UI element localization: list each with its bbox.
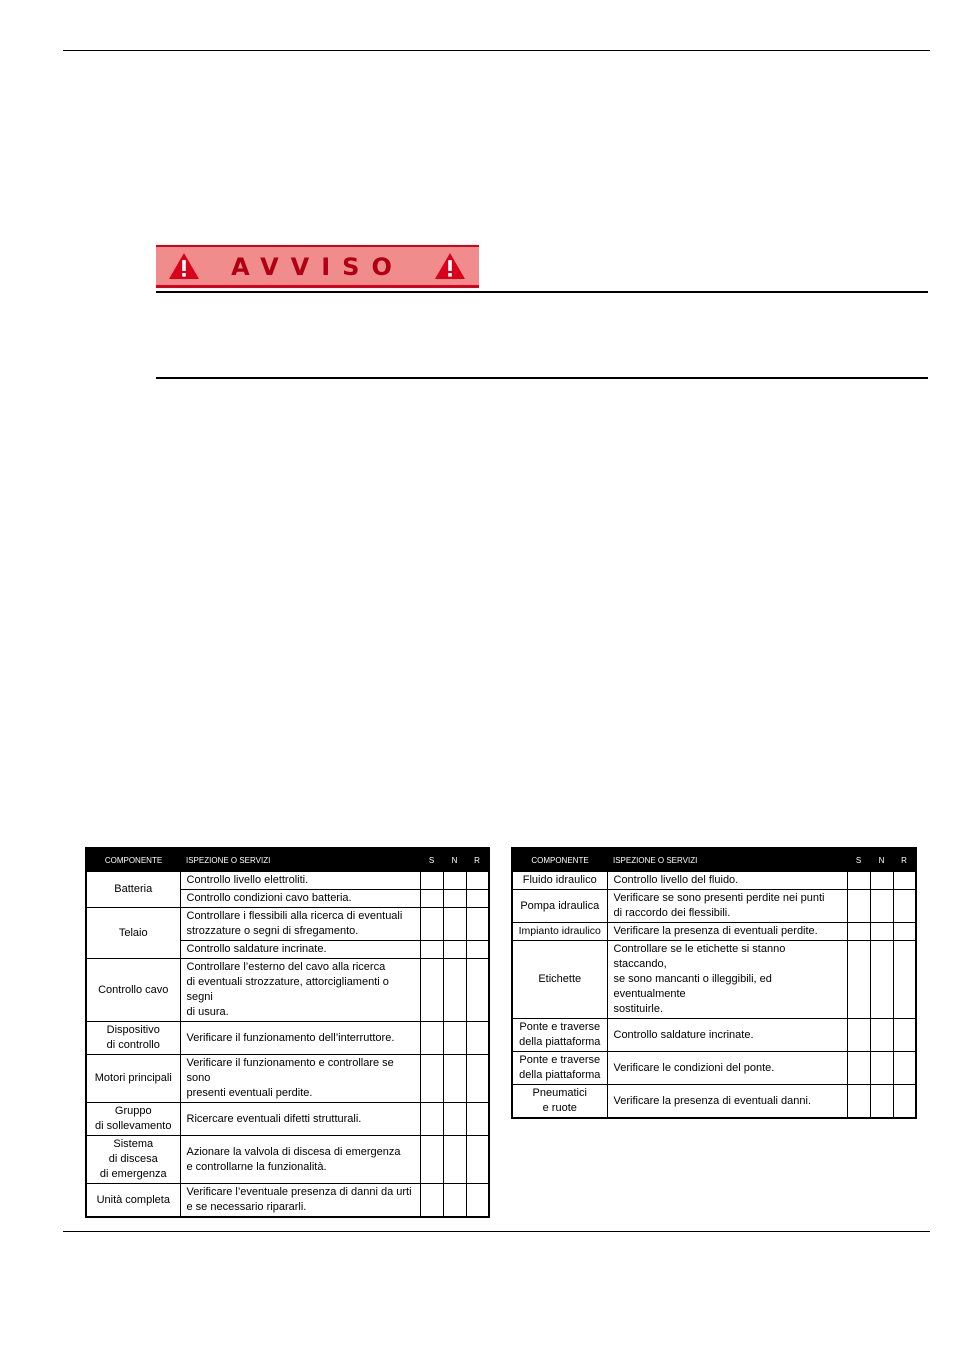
checkbox-n[interactable] (443, 941, 466, 959)
checkbox-s[interactable] (847, 1019, 870, 1052)
checkbox-r[interactable] (893, 872, 916, 890)
component-cell: Motori principali (86, 1055, 180, 1103)
checkbox-n[interactable] (443, 1103, 466, 1136)
header-r: R (893, 848, 916, 872)
check-cell: Controllare i flessibili alla ricerca di eventuali strozzature o segni di sfregamento. (180, 908, 420, 941)
checkbox-s[interactable] (847, 1085, 870, 1119)
checkbox-n[interactable] (870, 1019, 893, 1052)
checkbox-n[interactable] (443, 1136, 466, 1184)
check-cell: Controllo livello del fluido. (607, 872, 847, 890)
check-cell: Verificare l’eventuale presenza di danni da urti e se necessario ripararli. (180, 1184, 420, 1218)
table-row (86, 1136, 489, 1184)
component-cell: Unità completa (86, 1184, 180, 1218)
table-row (86, 1055, 489, 1103)
check-cell: Verificare la presenza di eventuali danni. (607, 1085, 847, 1119)
checkbox-s[interactable] (420, 1136, 443, 1184)
table-row (512, 1085, 916, 1119)
checkbox-r[interactable] (893, 890, 916, 923)
checkbox-s[interactable] (420, 1103, 443, 1136)
checkbox-r[interactable] (466, 890, 489, 908)
table-header-row (512, 848, 916, 872)
checkbox-r[interactable] (893, 1052, 916, 1085)
component-cell: Pompa idraulica (512, 890, 607, 923)
checkbox-r[interactable] (893, 923, 916, 941)
warning-label: AVVISO (231, 253, 404, 281)
check-cell: Azionare la valvola di discesa di emergenza e controllarne la funzionalità. (180, 1136, 420, 1184)
header-n: N (870, 848, 893, 872)
check-cell: Verificare il funzionamento e controllare se sono presenti eventuali perdite. (180, 1055, 420, 1103)
component-cell: Pneumatici e ruote (512, 1085, 607, 1119)
warning-bottom-rule (156, 377, 928, 379)
checkbox-s[interactable] (420, 908, 443, 941)
header-inspection: ISPEZIONE O SERVIZI (607, 848, 847, 872)
checkbox-n[interactable] (870, 1052, 893, 1085)
checkbox-r[interactable] (893, 941, 916, 1019)
check-cell: Ricercare eventuali difetti strutturali. (180, 1103, 420, 1136)
checkbox-s[interactable] (420, 941, 443, 959)
top-rule (63, 50, 930, 51)
table-header-row (86, 848, 489, 872)
header-component: COMPONENTE (512, 848, 607, 872)
checkbox-r[interactable] (466, 908, 489, 941)
bottom-rule (63, 1231, 930, 1232)
checkbox-r[interactable] (466, 1055, 489, 1103)
table-row (512, 872, 916, 890)
checkbox-s[interactable] (847, 941, 870, 1019)
check-cell: Controllo saldature incrinate. (180, 941, 420, 959)
checkbox-s[interactable] (847, 890, 870, 923)
checkbox-n[interactable] (443, 890, 466, 908)
check-cell: Controllo condizioni cavo batteria. (180, 890, 420, 908)
component-cell: Batteria (86, 872, 180, 908)
checkbox-s[interactable] (420, 1055, 443, 1103)
component-cell: Telaio (86, 908, 180, 959)
checkbox-n[interactable] (443, 1184, 466, 1218)
table-row (512, 941, 916, 1019)
check-cell: Verificare le condizioni del ponte. (607, 1052, 847, 1085)
check-cell: Verificare se sono presenti perdite nei punti di raccordo dei flessibili. (607, 890, 847, 923)
checkbox-s[interactable] (847, 1052, 870, 1085)
component-cell: Ponte e traverse della piattaforma (512, 1019, 607, 1052)
header-r: R (466, 848, 489, 872)
header-inspection: ISPEZIONE O SERVIZI (180, 848, 420, 872)
checkbox-s[interactable] (420, 890, 443, 908)
checkbox-r[interactable] (893, 1019, 916, 1052)
checkbox-r[interactable] (466, 872, 489, 890)
component-cell: Ponte e traverse della piattaforma (512, 1052, 607, 1085)
right-checklist-table (511, 847, 917, 1119)
table-row (512, 890, 916, 923)
checkbox-s[interactable] (847, 872, 870, 890)
component-cell: Dispositivo di controllo (86, 1022, 180, 1055)
checkbox-r[interactable] (466, 1022, 489, 1055)
table-row (86, 1103, 489, 1136)
checkbox-n[interactable] (870, 872, 893, 890)
checkbox-s[interactable] (420, 1022, 443, 1055)
component-cell: Sistema di discesa di emergenza (86, 1136, 180, 1184)
checkbox-r[interactable] (893, 1085, 916, 1119)
checkbox-s[interactable] (420, 959, 443, 1022)
component-cell: Gruppo di sollevamento (86, 1103, 180, 1136)
check-cell: Controllare se le etichette si stanno staccando, se sono mancanti o illeggibili, ed eventualmente sostituirle. (607, 941, 847, 1019)
component-cell: Controllo cavo (86, 959, 180, 1022)
warning-banner (156, 245, 479, 288)
checkbox-n[interactable] (443, 908, 466, 941)
checkbox-n[interactable] (443, 959, 466, 1022)
checkbox-n[interactable] (870, 941, 893, 1019)
checkbox-r[interactable] (466, 959, 489, 1022)
table-row (86, 1184, 489, 1218)
table-row (86, 959, 489, 1022)
component-cell: Etichette (512, 941, 607, 1019)
checkbox-s[interactable] (420, 872, 443, 890)
check-cell: Controllo livello elettroliti. (180, 872, 420, 890)
table-row (512, 923, 916, 941)
check-cell: Verificare la presenza di eventuali perdite. (607, 923, 847, 941)
check-cell: Verificare il funzionamento dell’interruttore. (180, 1022, 420, 1055)
header-s: S (420, 848, 443, 872)
checkbox-s[interactable] (847, 923, 870, 941)
table-row (86, 872, 489, 890)
table-row (86, 908, 489, 941)
table-row (512, 1019, 916, 1052)
checkbox-s[interactable] (420, 1184, 443, 1218)
checkbox-n[interactable] (870, 923, 893, 941)
component-cell: Fluido idraulico (512, 872, 607, 890)
checkbox-r[interactable] (466, 941, 489, 959)
warning-top-rule (156, 291, 928, 293)
checkbox-r[interactable] (466, 1184, 489, 1218)
left-checklist-table (85, 847, 490, 1218)
checkbox-n[interactable] (443, 1055, 466, 1103)
table-row (512, 1052, 916, 1085)
checkbox-r[interactable] (466, 1136, 489, 1184)
check-cell: Controllo saldature incrinate. (607, 1019, 847, 1052)
checkbox-n[interactable] (443, 1022, 466, 1055)
header-s: S (847, 848, 870, 872)
checkbox-n[interactable] (443, 872, 466, 890)
checkbox-r[interactable] (466, 1103, 489, 1136)
checkbox-n[interactable] (870, 890, 893, 923)
table-row (86, 1022, 489, 1055)
header-component: COMPONENTE (86, 848, 180, 872)
component-cell: Impianto idraulico (512, 923, 607, 941)
checkbox-n[interactable] (870, 1085, 893, 1119)
check-cell: Controllare l’esterno del cavo alla ricerca di eventuali strozzature, attorcigliamenti o segni di usura. (180, 959, 420, 1022)
header-n: N (443, 848, 466, 872)
